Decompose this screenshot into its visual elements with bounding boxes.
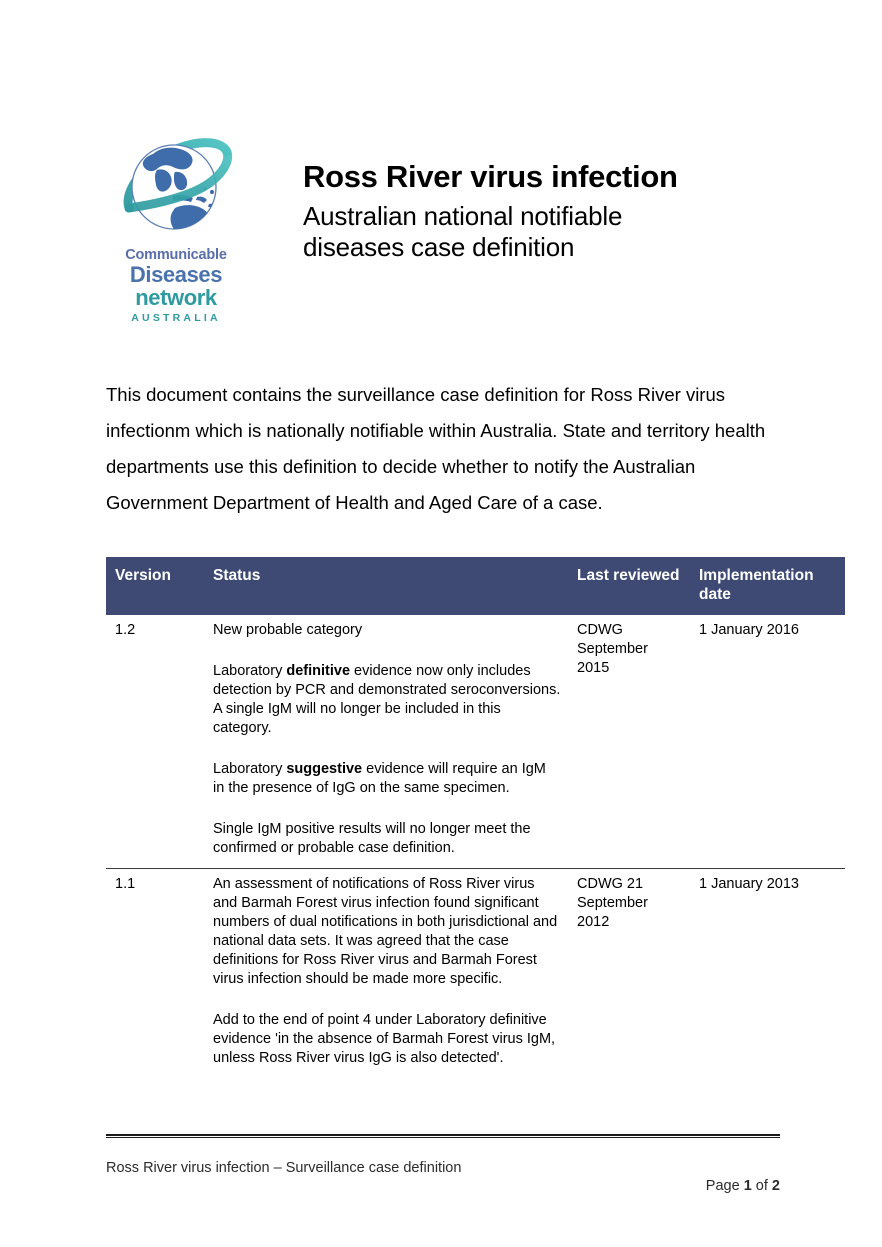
cell-implementation-date: 1 January 2016: [691, 615, 845, 868]
status-emphasis: suggestive: [286, 761, 363, 778]
table-body: [106, 615, 845, 1078]
column-header-last-reviewed: Last reviewed: [569, 557, 691, 615]
status-text: evidence will require an IgM in the presence of IgG on the same specimen.: [213, 761, 546, 797]
footer-page-middle: of: [751, 1178, 772, 1194]
status-text: Laboratory: [213, 663, 287, 680]
status-text: An assessment of notifications of Ross River virus and Barmah Forest virus infection found significant numbers of dual notifications in both jurisdictional and national data sets. It was agreed that the case definitions for Ross River virus and Barmah Forest virus infection should be made more specific.: [213, 876, 558, 988]
cdna-logo: [106, 132, 246, 323]
status-paragraph: [213, 820, 561, 858]
footer-total-pages: 2: [771, 1178, 780, 1194]
status-paragraph: [213, 621, 561, 640]
status-text: Single IgM positive results will no longer meet the confirmed or probable case definition.: [213, 821, 531, 857]
cell-status: [205, 615, 569, 868]
page-subtitle-line-1: Australian national notifiable: [303, 200, 623, 231]
status-paragraph: [213, 875, 561, 989]
footer-current-page: 1: [743, 1178, 752, 1194]
table-row: [106, 615, 845, 868]
footer-document-name: Ross River virus infection – Surveillance case definition: [106, 1160, 462, 1176]
title-block: [246, 132, 782, 264]
logo-line-diseases: Diseases: [129, 261, 223, 287]
footer-page-prefix: Page: [705, 1178, 744, 1194]
cell-implementation-date: 1 January 2013: [699, 876, 799, 893]
column-header-version: Version: [106, 557, 205, 615]
status-text: evidence now only includes detection by PCR and demonstrated seroconversions. A single IgM will no longer be included in this category.: [213, 663, 561, 737]
logo-line-communicable: Communicable: [125, 247, 227, 263]
logo-line-network: network: [135, 284, 217, 310]
cdna-wordmark: [116, 248, 236, 323]
status-paragraph: [213, 662, 561, 738]
page-subtitle: [303, 201, 782, 264]
status-text: New probable category: [213, 622, 363, 639]
table-bottom-rule: [106, 1134, 780, 1138]
status-paragraph: [213, 1011, 561, 1068]
footer-page-number: [706, 1178, 780, 1194]
cell-last-reviewed: CDWG 21 September 2012: [577, 876, 648, 931]
document-masthead: [106, 132, 782, 323]
globe-icon: [117, 134, 235, 246]
page-subtitle-line-2: diseases case definition: [303, 232, 575, 263]
cell-version: 1.2: [106, 615, 205, 868]
cell-status: [205, 869, 569, 1078]
version-history-table: [106, 557, 845, 1078]
intro-paragraph: This document contains the surveillance case definition for Ross River virus infectionm which is nationally notifiable within Australia. State and territory health departments use this definition to decide whether to notify the Australian Government Department of Health and Aged Care of a case.: [106, 383, 766, 513]
status-paragraph: [213, 760, 561, 798]
table-header-row: [106, 557, 845, 615]
column-header-status: Status: [205, 557, 569, 615]
logo-line-australia: AUSTRALIA: [131, 311, 221, 324]
status-text: Add to the end of point 4 under Laboratory definitive evidence 'in the absence of Barmah Forest virus IgM, unless Ross River virus IgG is also detected'.: [213, 1012, 556, 1067]
cell-version: 1.1: [115, 876, 136, 893]
page-title: Ross River virus infection: [303, 159, 678, 194]
cell-last-reviewed: CDWG September 2015: [569, 615, 691, 868]
table-row: [106, 869, 845, 1078]
column-header-implementation-date: Implementation date: [691, 557, 845, 615]
status-text: Laboratory: [213, 761, 287, 778]
status-emphasis: definitive: [286, 663, 351, 680]
